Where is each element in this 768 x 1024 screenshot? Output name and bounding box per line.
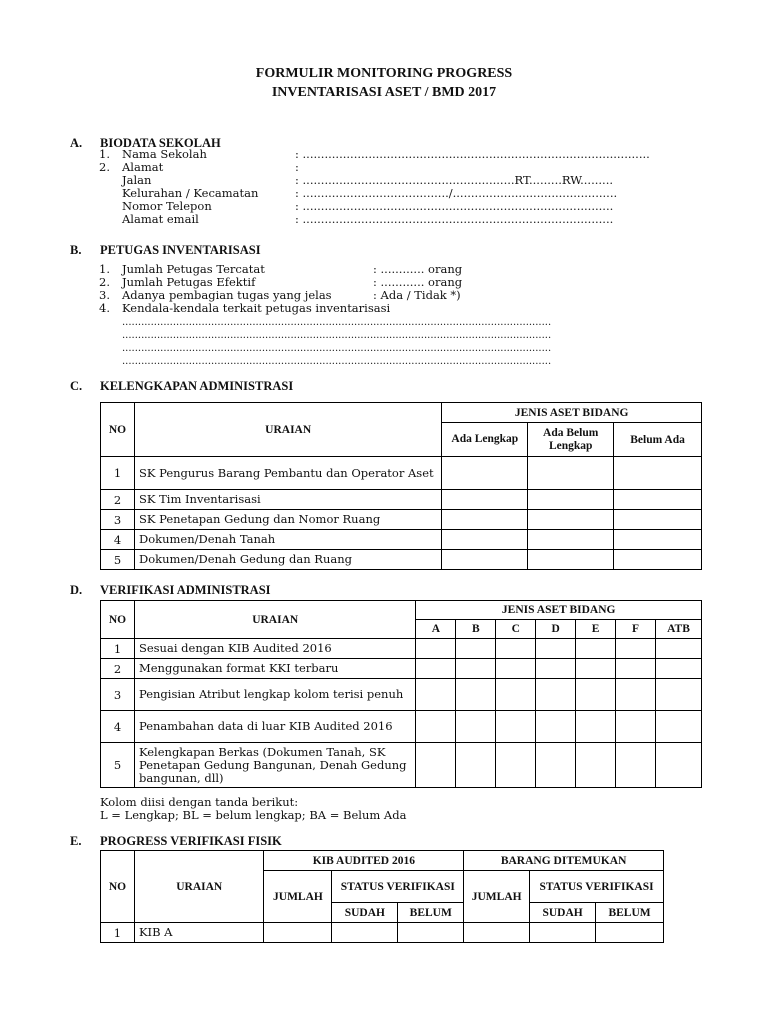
sudah-header: SUDAH	[530, 903, 596, 923]
row-no: 5	[101, 743, 135, 788]
kelengkapan-table	[100, 402, 702, 570]
b-row-label: Jumlah Petugas Tercatat	[122, 262, 265, 276]
cell-input[interactable]	[530, 923, 596, 943]
cell-input[interactable]	[576, 639, 616, 659]
b-dots-line[interactable]: .......................................................................................................................................	[122, 343, 552, 354]
cell-input[interactable]	[442, 490, 528, 510]
a-row-label: Nomor Telepon	[122, 199, 212, 213]
b-row-value[interactable]: : Ada / Tidak *)	[373, 288, 461, 302]
jumlah-header: JUMLAH	[464, 871, 530, 923]
cell-input[interactable]	[528, 490, 614, 510]
a-row-value[interactable]: : ..........................................................RT.........RW.........	[295, 173, 614, 187]
legend-note-line1: Kolom diisi dengan tanda berikut:	[100, 795, 299, 809]
b-row-value[interactable]: : ............ orang	[373, 262, 463, 276]
row-uraian: Dokumen/Denah Gedung dan Ruang	[134, 550, 441, 570]
cell-input[interactable]	[536, 743, 576, 788]
cell-input[interactable]	[596, 923, 664, 943]
cell-input[interactable]	[416, 679, 456, 711]
a-row-label: Kelurahan / Kecamatan	[122, 186, 259, 200]
cell-input[interactable]	[576, 743, 616, 788]
col-no-header: NO	[101, 851, 135, 923]
a-row-label: Nama Sekolah	[122, 147, 207, 161]
section-e-heading	[70, 834, 282, 849]
table-row	[101, 679, 702, 711]
row-no: 4	[101, 711, 135, 743]
b-dots-line[interactable]: .......................................................................................................................................	[122, 317, 552, 328]
row-no: 4	[101, 530, 135, 550]
b-row-num: 1.	[99, 262, 110, 276]
table-row	[101, 530, 702, 550]
kib-audited-header: KIB AUDITED 2016	[264, 851, 464, 871]
b-row-value[interactable]: : ............ orang	[373, 275, 463, 289]
col-uraian-header: URAIAN	[134, 403, 441, 457]
cell-input[interactable]	[616, 659, 656, 679]
cell-input[interactable]	[528, 550, 614, 570]
cell-input[interactable]	[442, 530, 528, 550]
row-no: 3	[101, 679, 135, 711]
cell-input[interactable]	[536, 659, 576, 679]
a-row-value[interactable]: :	[295, 160, 299, 174]
row-no: 2	[101, 659, 135, 679]
cell-input[interactable]	[416, 711, 456, 743]
cell-input[interactable]	[528, 457, 614, 490]
cell-input[interactable]	[655, 743, 701, 788]
col-e-header: E	[576, 620, 616, 639]
status-verifikasi-header: STATUS VERIFIKASI	[332, 871, 464, 903]
col-group-header: JENIS ASET BIDANG	[442, 403, 702, 423]
cell-input[interactable]	[616, 679, 656, 711]
row-uraian: Dokumen/Denah Tanah	[134, 530, 441, 550]
cell-input[interactable]	[655, 659, 701, 679]
section-a-title: BIODATA SEKOLAH	[100, 136, 221, 150]
table-row	[101, 490, 702, 510]
b-dots-line[interactable]: .......................................................................................................................................	[122, 356, 552, 367]
cell-input[interactable]	[528, 530, 614, 550]
form-title-line1: FORMULIR MONITORING PROGRESS	[255, 66, 513, 81]
table-row	[101, 457, 702, 490]
a-row-value[interactable]: : .....................................................................................	[295, 199, 614, 213]
cell-input[interactable]	[416, 743, 456, 788]
b-row-num: 4.	[99, 301, 110, 315]
col-b-header: B	[456, 620, 496, 639]
table-row	[101, 923, 664, 943]
col-belum-ada-header: Belum Ada	[614, 423, 702, 457]
section-c-letter: C.	[70, 379, 83, 393]
table-row	[101, 510, 702, 530]
section-d-heading	[70, 583, 271, 598]
row-uraian: Pengisian Atribut lengkap kolom terisi penuh	[134, 679, 415, 711]
col-uraian-header: URAIAN	[134, 601, 415, 639]
verifikasi-table	[100, 600, 702, 788]
section-d-letter: D.	[70, 583, 83, 597]
cell-input[interactable]	[614, 490, 702, 510]
a-row-label: Alamat	[122, 160, 164, 174]
cell-input[interactable]	[496, 711, 536, 743]
row-uraian: Sesuai dengan KIB Audited 2016	[134, 639, 415, 659]
cell-input[interactable]	[576, 711, 616, 743]
cell-input[interactable]	[614, 510, 702, 530]
cell-input[interactable]	[614, 530, 702, 550]
col-ada-lengkap-header: Ada Lengkap	[442, 423, 528, 457]
row-no: 3	[101, 510, 135, 530]
row-no: 1	[101, 639, 135, 659]
form-title-line2: INVENTARISASI ASET / BMD 2017	[271, 85, 497, 100]
section-a-letter: A.	[70, 136, 83, 150]
table-row	[101, 639, 702, 659]
col-c-header: C	[496, 620, 536, 639]
b-dots-line[interactable]: .......................................................................................................................................	[122, 330, 552, 341]
table-row	[101, 743, 702, 788]
section-c-title: KELENGKAPAN ADMINISTRASI	[100, 379, 294, 393]
row-uraian: SK Penetapan Gedung dan Nomor Ruang	[134, 510, 441, 530]
cell-input[interactable]	[416, 639, 456, 659]
row-no: 1	[101, 457, 135, 490]
table-row	[101, 711, 702, 743]
cell-input[interactable]	[496, 743, 536, 788]
cell-input[interactable]	[398, 923, 464, 943]
section-b-heading	[70, 243, 261, 258]
col-atb-header: ATB	[655, 620, 701, 639]
row-uraian: SK Tim Inventarisasi	[134, 490, 441, 510]
cell-input[interactable]	[616, 639, 656, 659]
col-ada-belum-lengkap-header: Ada Belum Lengkap	[528, 423, 614, 457]
row-uraian: Penambahan data di luar KIB Audited 2016	[134, 711, 415, 743]
row-uraian: SK Pengurus Barang Pembantu dan Operator Aset	[134, 457, 441, 490]
cell-input[interactable]	[655, 639, 701, 659]
table-row	[101, 550, 702, 570]
b-row-num: 2.	[99, 275, 110, 289]
b-row-num: 3.	[99, 288, 110, 302]
col-uraian-header: URAIAN	[134, 851, 264, 923]
cell-input[interactable]	[576, 659, 616, 679]
cell-input[interactable]	[616, 743, 656, 788]
col-a-header: A	[416, 620, 456, 639]
row-no: 5	[101, 550, 135, 570]
barang-ditemukan-header: BARANG DITEMUKAN	[464, 851, 664, 871]
a-row-num: 2.	[99, 160, 110, 174]
cell-input[interactable]	[456, 711, 496, 743]
cell-input[interactable]	[456, 679, 496, 711]
legend-note-line2: L = Lengkap; BL = belum lengkap; BA = Belum Ada	[100, 808, 407, 822]
jumlah-header: JUMLAH	[264, 871, 332, 923]
row-uraian: KIB A	[134, 923, 264, 943]
col-group-header: JENIS ASET BIDANG	[416, 601, 702, 620]
cell-input[interactable]	[536, 639, 576, 659]
section-e-title: PROGRESS VERIFIKASI FISIK	[100, 834, 282, 848]
row-uraian: Menggunakan format KKI terbaru	[134, 659, 415, 679]
cell-input[interactable]	[456, 743, 496, 788]
cell-input[interactable]	[456, 659, 496, 679]
section-e-letter: E.	[70, 834, 82, 848]
cell-input[interactable]	[536, 679, 576, 711]
belum-header: BELUM	[398, 903, 464, 923]
cell-input[interactable]	[442, 457, 528, 490]
a-row-label: Alamat email	[122, 212, 199, 226]
a-row-value[interactable]: : ...............................................................................................	[295, 147, 650, 161]
a-row-value[interactable]: : .....................................................................................	[295, 212, 614, 226]
cell-input[interactable]	[616, 711, 656, 743]
sudah-header: SUDAH	[332, 903, 398, 923]
cell-input[interactable]	[528, 510, 614, 530]
a-row-num: 1.	[99, 147, 110, 161]
cell-input[interactable]	[332, 923, 398, 943]
section-c-heading	[70, 379, 293, 394]
b-row-label: Kendala-kendala terkait petugas inventarisasi	[122, 301, 391, 315]
cell-input[interactable]	[614, 457, 702, 490]
cell-input[interactable]	[576, 679, 616, 711]
col-no-header: NO	[101, 403, 135, 457]
cell-input[interactable]	[264, 923, 332, 943]
cell-input[interactable]	[442, 550, 528, 570]
col-no-header: NO	[101, 601, 135, 639]
b-row-label: Jumlah Petugas Efektif	[122, 275, 256, 289]
cell-input[interactable]	[614, 550, 702, 570]
section-b-letter: B.	[70, 243, 82, 257]
cell-input[interactable]	[496, 659, 536, 679]
cell-input[interactable]	[456, 639, 496, 659]
a-row-value[interactable]: : ......................................../.............................................	[295, 186, 618, 200]
section-d-title: VERIFIKASI ADMINISTRASI	[100, 583, 271, 597]
cell-input[interactable]	[536, 711, 576, 743]
cell-input[interactable]	[416, 659, 456, 679]
row-uraian: Kelengkapan Berkas (Dokumen Tanah, SK Penetapan Gedung Bangunan, Denah Gedung bangunan, dll)	[134, 743, 415, 788]
table-row	[101, 659, 702, 679]
status-verifikasi-header: STATUS VERIFIKASI	[530, 871, 664, 903]
belum-header: BELUM	[596, 903, 664, 923]
col-f-header: F	[616, 620, 656, 639]
cell-input[interactable]	[496, 679, 536, 711]
cell-input[interactable]	[496, 639, 536, 659]
progress-fisik-table	[100, 850, 664, 943]
a-row-label: Jalan	[122, 173, 152, 187]
cell-input[interactable]	[655, 711, 701, 743]
row-no: 1	[101, 923, 135, 943]
cell-input[interactable]	[442, 510, 528, 530]
cell-input[interactable]	[464, 923, 530, 943]
b-row-label: Adanya pembagian tugas yang jelas	[122, 288, 332, 302]
row-no: 2	[101, 490, 135, 510]
col-d-header: D	[536, 620, 576, 639]
section-b-title: PETUGAS INVENTARISASI	[100, 243, 261, 257]
cell-input[interactable]	[655, 679, 701, 711]
